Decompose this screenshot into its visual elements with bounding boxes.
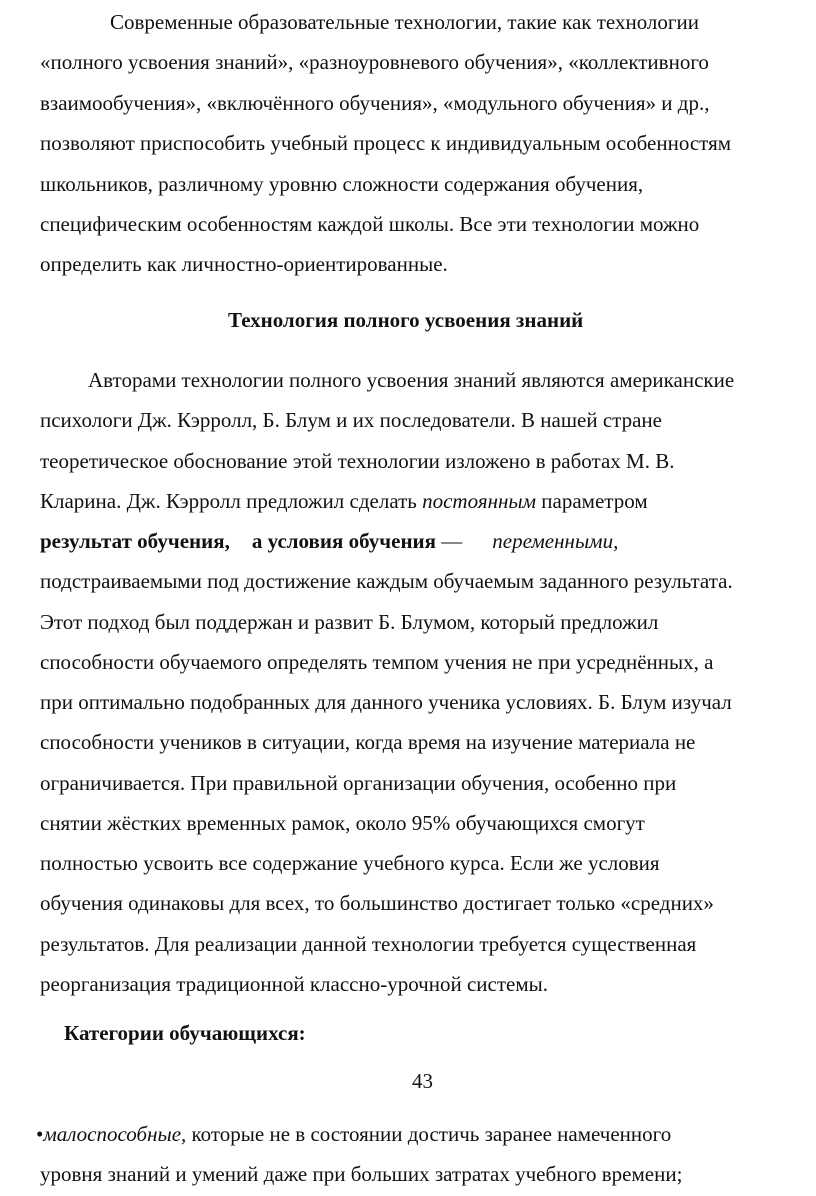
emphasis-variable: переменными, bbox=[492, 529, 619, 553]
emphasis-constant: постоянным bbox=[422, 489, 537, 513]
paragraph-2-line-16: реорганизация традиционной классно-урочной системы. bbox=[40, 972, 548, 996]
paragraph-2-line-15: результатов. Для реализации данной технологии требуется существенная bbox=[40, 932, 697, 956]
paragraph-1-line-2: «полного усвоения знаний», «разноуровневого обучения», «коллективного bbox=[40, 50, 709, 74]
paragraph-1-line-5: школьников, различному уровню сложности содержания обучения, bbox=[40, 172, 644, 196]
paragraph-2-line-6: подстраиваемыми под достижение каждым обучаемым заданного результата. bbox=[40, 569, 733, 593]
paragraph-2-line-12: снятии жёстких временных рамок, около 95% обучающихся смогут bbox=[40, 811, 645, 835]
section-heading: Технология полного усвоения знаний bbox=[228, 308, 584, 332]
emphasis-conditions: а условия обучения bbox=[251, 529, 437, 553]
line-4-text-c: параметром bbox=[536, 489, 648, 513]
paragraph-2-line-9: при оптимально подобранных для данного ученика условиях. Б. Блум изучал bbox=[40, 690, 732, 714]
page-number: 43 bbox=[412, 1069, 433, 1093]
paragraph-2-line-2: психологи Дж. Кэрролл, Б. Блум и их последователи. В нашей стране bbox=[40, 408, 662, 432]
paragraph-2-line-14: обучения одинаковы для всех, то большинство достигает только «средних» bbox=[40, 891, 714, 915]
paragraph-2-line-5 bbox=[40, 528, 618, 554]
bullet-line-2: уровня знаний и умений даже при больших затратах учебного времени; bbox=[40, 1162, 683, 1186]
paragraph-2-line-7: Этот подход был поддержан и развит Б. Блумом, который предложил bbox=[40, 610, 659, 634]
categories-heading: Категории обучающихся: bbox=[64, 1021, 306, 1045]
paragraph-2-line-4 bbox=[40, 488, 648, 514]
paragraph-2-line-11: ограничивается. При правильной организации обучения, особенно при bbox=[40, 771, 677, 795]
paragraph-2-line-10: способности учеников в ситуации, когда время на изучение материала не bbox=[40, 730, 696, 754]
em-dash: — bbox=[436, 529, 463, 553]
paragraph-1-line-4: позволяют приспособить учебный процесс к индивидуальным особенностям bbox=[40, 131, 732, 155]
paragraph-2-line-8: способности обучаемого определять темпом учения не при усреднённых, а bbox=[40, 650, 714, 674]
paragraph-1-line-3: взаимообучения», «включённого обучения», «модульного обучения» и др., bbox=[40, 91, 710, 115]
paragraph-2-line-3: теоретическое обоснование этой технологии изложено в работах М. В. bbox=[40, 449, 675, 473]
line-4-text-a: Кларина. Дж. Кэрролл предложил сделать bbox=[40, 489, 423, 513]
paragraph-1-line-7: определить как личностно-ориентированные. bbox=[40, 252, 448, 276]
paragraph-2-line-1: Авторами технологии полного усвоения знаний являются американские bbox=[88, 368, 735, 392]
paragraph-1-line-6: специфическим особенностям каждой школы. Все эти технологии можно bbox=[40, 212, 700, 236]
paragraph-2-line-13: полностью усвоить все содержание учебного курса. Если же условия bbox=[40, 851, 660, 875]
emphasis-low-ability: малоспособные, bbox=[43, 1122, 187, 1146]
bullet-line-1 bbox=[36, 1121, 671, 1147]
bullet-marker: • bbox=[36, 1122, 44, 1146]
bullet-line-1-text: которые не в состоянии достичь заранее намеченного bbox=[186, 1122, 672, 1146]
emphasis-result: результат обучения, bbox=[40, 529, 230, 553]
paragraph-1-line-1: Современные образовательные технологии, такие как технологии bbox=[110, 10, 700, 34]
